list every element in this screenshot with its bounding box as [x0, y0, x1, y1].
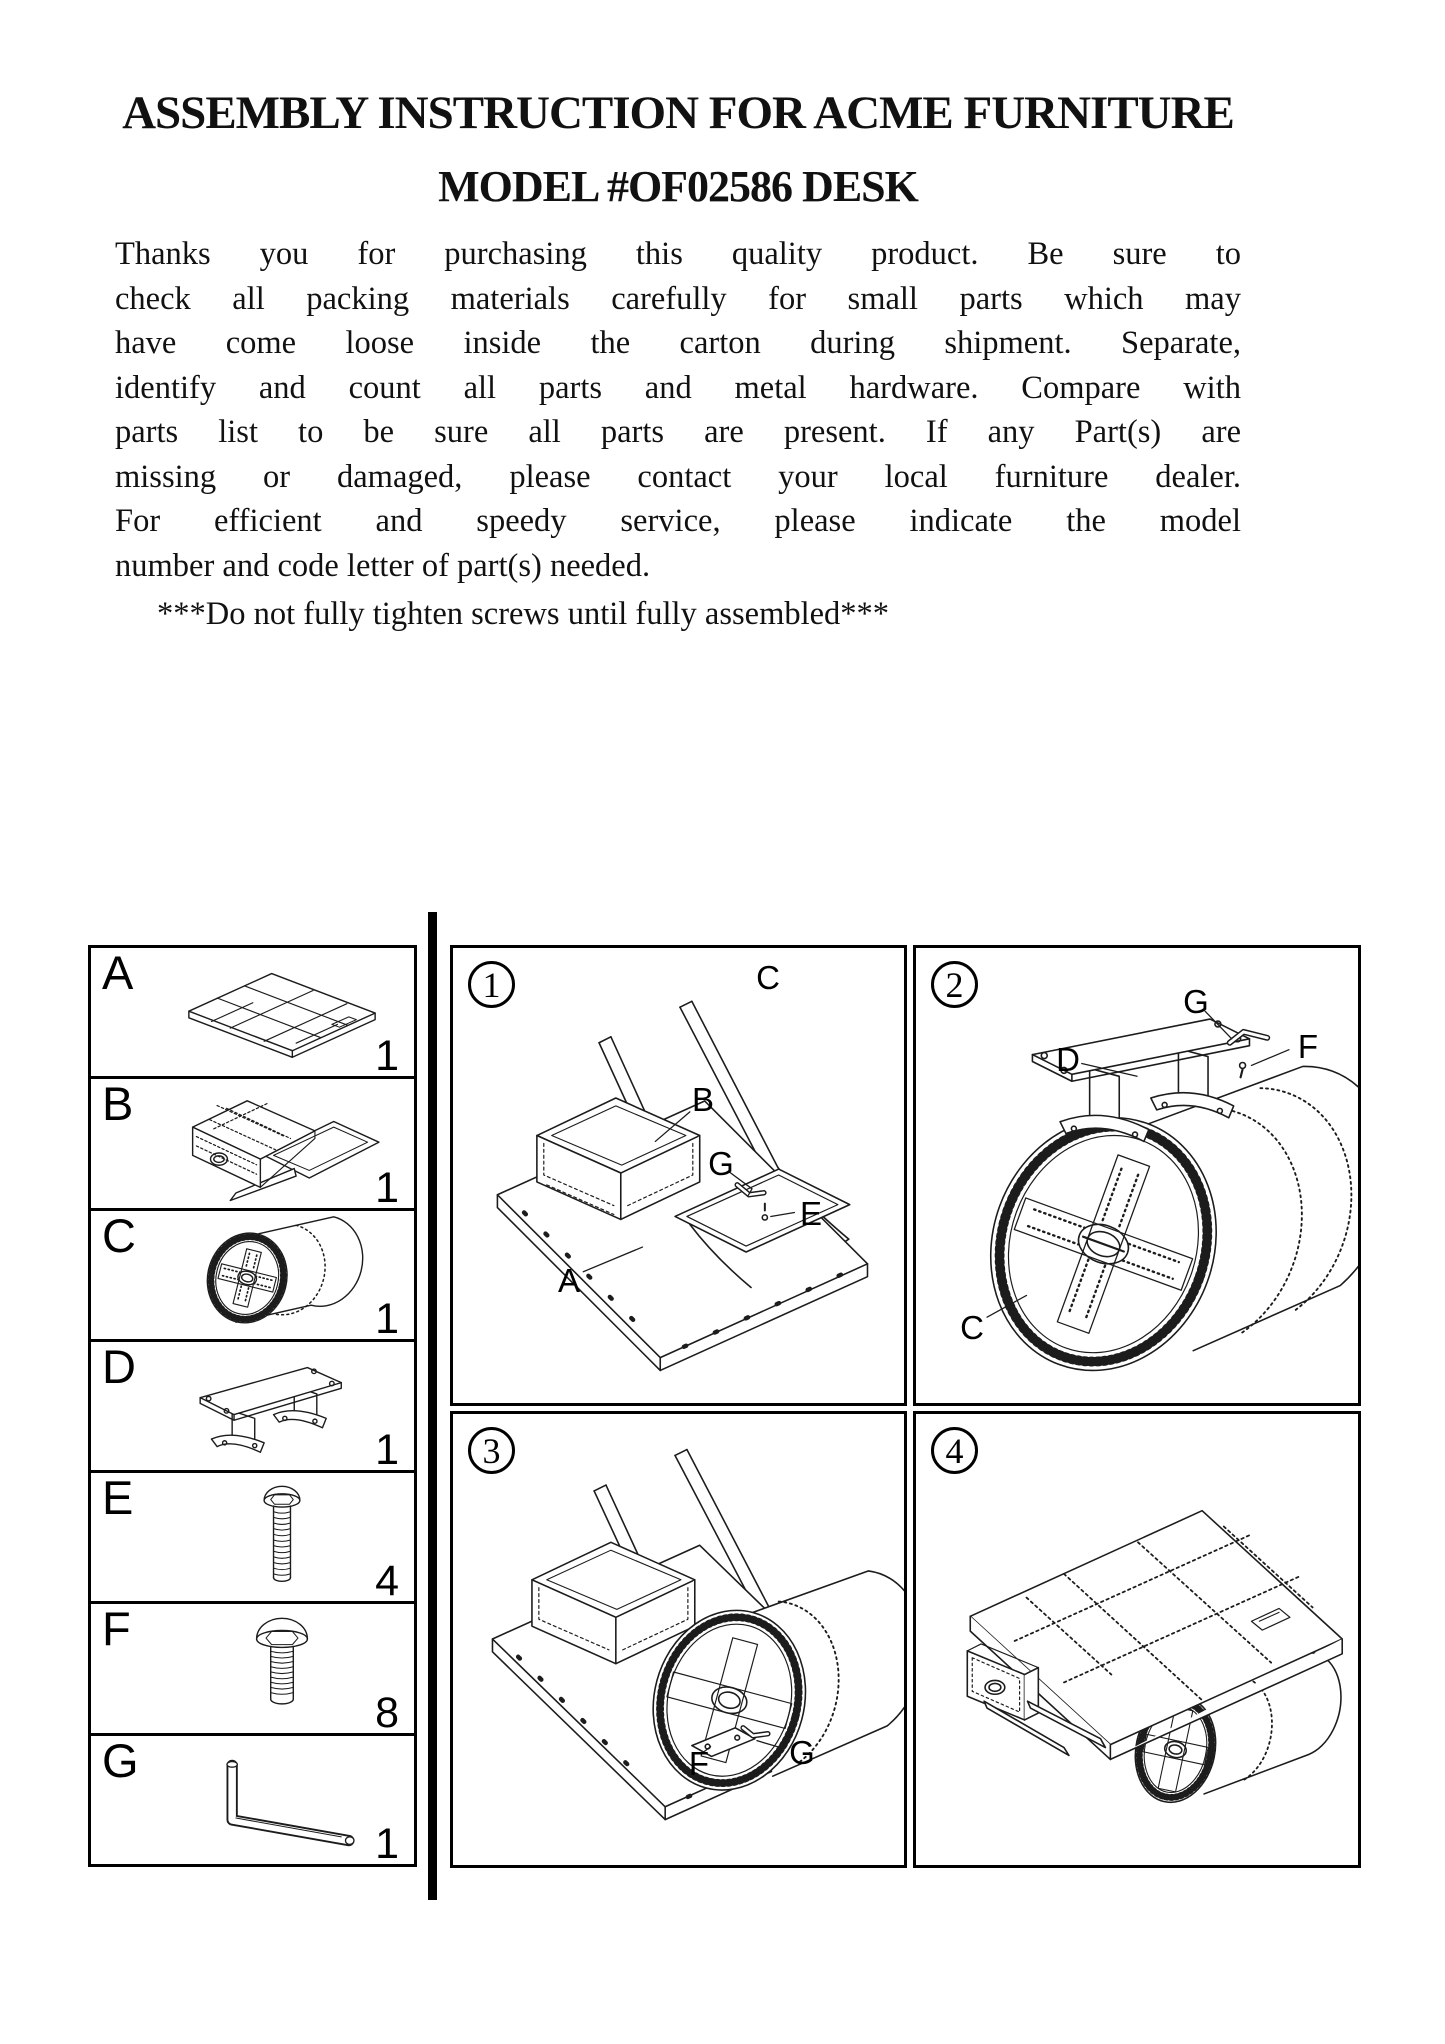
part-quantity: 1	[375, 1163, 399, 1212]
parts-list	[88, 945, 417, 1867]
intro-line: number and code letter of part(s) needed.	[115, 547, 651, 584]
step-2-panel	[913, 945, 1361, 1406]
step-4-panel	[913, 1411, 1361, 1868]
part-ref-label: B	[691, 1081, 715, 1118]
part-quantity: 1	[375, 1032, 399, 1081]
part-letter: A	[102, 946, 134, 999]
drum-base-illustration	[155, 1214, 409, 1336]
step-3-panel	[450, 1411, 907, 1868]
step-1-panel	[450, 945, 907, 1406]
intro-line: missing or damaged, please contact your local furniture dealer.	[115, 458, 1241, 495]
parts-list-row	[91, 1604, 414, 1735]
part-illustration-box	[155, 1739, 409, 1861]
intro-line: For efficient and speedy service, please indicate the model	[115, 503, 1241, 539]
part-ref-label: C	[960, 1309, 984, 1346]
parts-list-row	[91, 948, 414, 1079]
text-block	[115, 88, 1241, 637]
part-quantity: 4	[375, 1557, 399, 1606]
part-ref-label: F	[688, 1745, 710, 1782]
part-ref-label: G	[1183, 983, 1209, 1020]
part-illustration-box	[155, 1607, 409, 1729]
part-illustration-box	[155, 951, 409, 1073]
intro-line: parts list to be sure all parts are present. If any Part(s) are	[115, 414, 1241, 450]
step-number-badge: 4	[931, 1427, 978, 1474]
part-quantity: 1	[375, 1819, 399, 1868]
warning-note: ***Do not fully tighten screws until fully assembled***	[157, 596, 890, 632]
allen-key-illustration	[155, 1739, 409, 1861]
parts-list-row	[91, 1208, 414, 1343]
part-illustration-box	[155, 1345, 409, 1467]
intro-line: check all packing materials carefully for small parts which may	[115, 280, 1241, 317]
parts-list-row	[91, 1079, 414, 1210]
mounting-bracket-illustration	[155, 1345, 409, 1467]
part-ref-label: G	[789, 1734, 815, 1771]
part-ref-label: G	[708, 1145, 734, 1182]
short-bolt-illustration	[155, 1607, 409, 1729]
part-illustration-box	[155, 1476, 409, 1598]
step-number-badge: 1	[468, 961, 515, 1008]
part-quantity: 1	[375, 1294, 399, 1343]
step-number-badge: 3	[468, 1427, 515, 1474]
part-letter: D	[102, 1339, 136, 1393]
intro-line: Thanks you for purchasing this quality product. Be sure to	[115, 236, 1241, 272]
page-title: ASSEMBLY INSTRUCTION FOR ACME FURNITURE	[122, 87, 1234, 139]
long-bolt-illustration	[155, 1476, 409, 1598]
part-ref-label: C	[756, 959, 780, 996]
part-ref-label: F	[1297, 1028, 1319, 1065]
parts-list-row	[91, 1339, 414, 1475]
section-divider	[428, 912, 437, 1900]
intro-line: have come loose inside the carton during shipment. Separate,	[115, 325, 1241, 361]
part-illustration-box	[155, 1082, 409, 1204]
step-number-badge: 2	[931, 961, 978, 1008]
part-letter: F	[102, 1602, 131, 1656]
step-4-labels	[916, 1414, 1358, 1865]
parts-list-row	[91, 1473, 414, 1604]
desktop-panel-illustration	[155, 951, 409, 1073]
part-illustration-box	[155, 1214, 409, 1336]
part-ref-label: A	[557, 1262, 581, 1299]
step-3-labels	[453, 1414, 904, 1865]
step-1-labels	[453, 948, 904, 1403]
intro-line: identify and count all parts and metal hardware. Compare with	[115, 369, 1241, 406]
parts-list-row	[91, 1733, 414, 1868]
part-ref-label: E	[799, 1195, 823, 1232]
part-letter: G	[102, 1733, 139, 1787]
part-ref-label: D	[1056, 1041, 1080, 1078]
intro-paragraph	[115, 232, 1241, 588]
drawer-leg-unit-illustration	[155, 1082, 409, 1204]
step-2-labels	[916, 948, 1358, 1403]
part-quantity: 1	[375, 1426, 399, 1475]
part-letter: E	[102, 1471, 134, 1525]
model-subtitle: MODEL #OF02586 DESK	[438, 162, 918, 211]
part-letter: C	[102, 1208, 136, 1262]
part-letter: B	[102, 1077, 134, 1131]
part-quantity: 8	[375, 1688, 399, 1737]
